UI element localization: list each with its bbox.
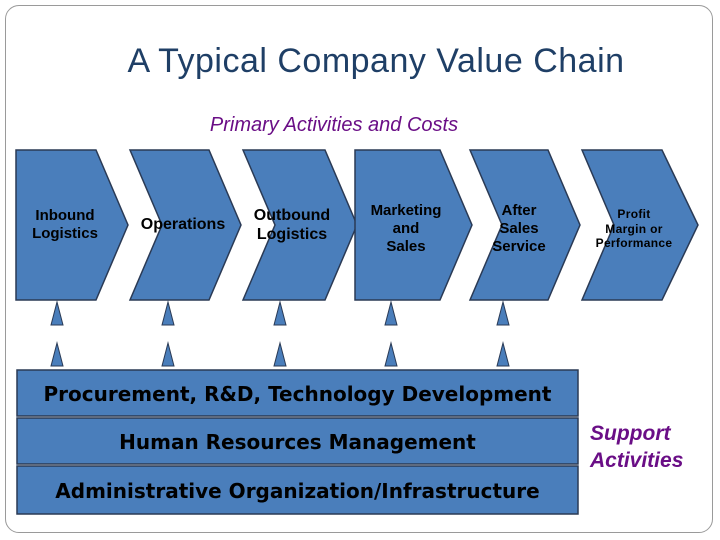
primary-activities-heading: Primary Activities and Costs [209,114,459,136]
up-arrow-icon [51,343,63,366]
connector-arrows [51,302,509,366]
up-arrow-icon [497,343,509,366]
after-sales-service-label: After Sales Service [492,202,546,255]
up-arrow-icon [385,302,397,325]
outbound-logistics-label: Outbound Logistics [253,206,331,243]
up-arrow-icon [162,343,174,366]
operations-label: Operations [140,216,226,234]
up-arrow-icon [497,302,509,325]
up-arrow-icon [385,343,397,366]
profit-margin-label: Profit Margin or Performance [595,207,673,251]
up-arrow-icon [51,302,63,325]
page-title: A Typical Company Value Chain [127,42,625,80]
up-arrow-icon [274,343,286,366]
administration-label: Administrative Organization/Infrastructure [55,479,540,503]
up-arrow-icon [274,302,286,325]
procurement-label: Procurement, R&D, Technology Development [43,382,552,406]
up-arrow-icon [162,302,174,325]
marketing-and-sales-label: Marketing and Sales [370,202,442,255]
inbound-logistics-label: Inbound Logistics [32,207,98,242]
support-activities-label: Support Activities [590,422,684,473]
human-resources-label: Human Resources Management [119,430,476,454]
